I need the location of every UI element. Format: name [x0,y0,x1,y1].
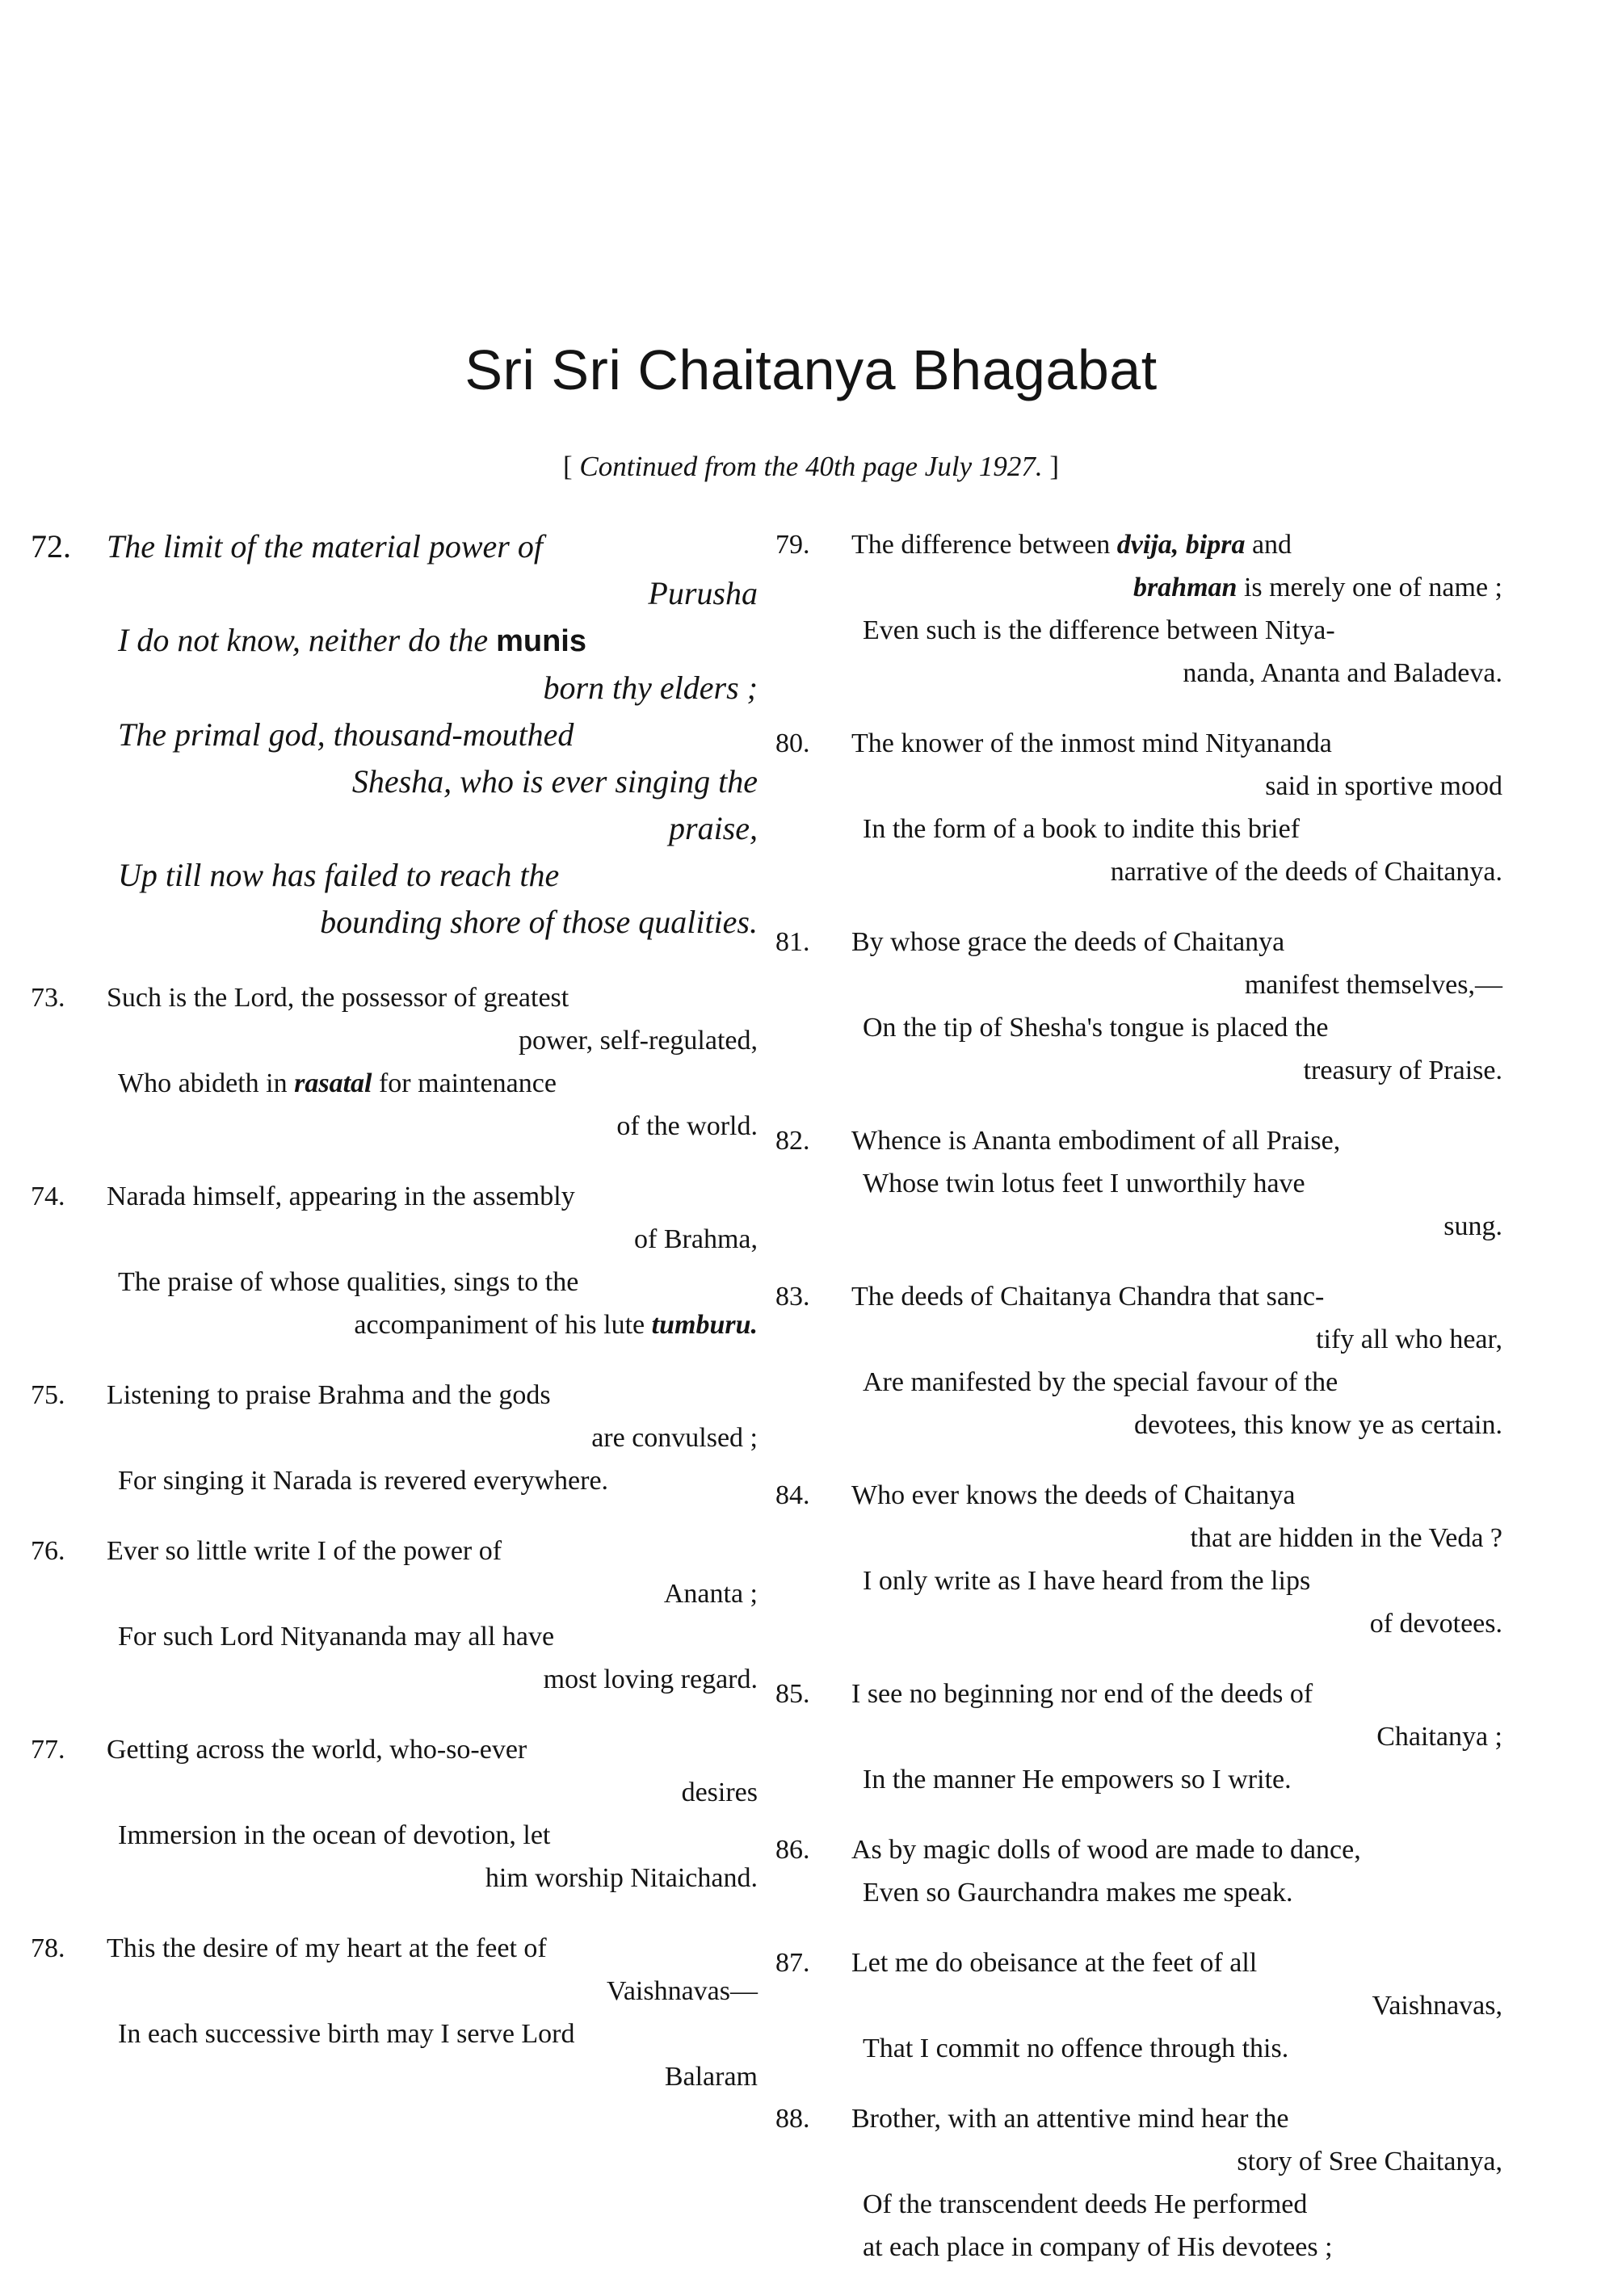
verse-text [107,1374,758,1502]
subtitle-close-bracket: ] [1049,451,1060,482]
verse-line: nanda, Ananta and Baladeva. [1183,658,1502,688]
verse-line [107,1062,758,1105]
verse-line: power, self-regulated, [518,1026,758,1056]
verse-line: bounding shore of those qualities. [320,904,758,940]
verse-line: For such Lord Nityananda may all have [118,1622,555,1652]
verse-87 [775,1941,1502,2070]
verse-line: Narada himself, appearing in the assembly [107,1182,575,1211]
subtitle-open-bracket: [ [562,451,573,482]
verse-line: are convulsed ; [591,1423,758,1453]
subtitle-continuation-note: Continued from the 40th page July 1927. [579,451,1043,482]
verse-number: 87. [775,1948,810,1978]
verse-line: As by magic dolls of wood are made to dance, [851,1835,1361,1865]
verse-line: I see no beginning nor end of the deeds of [851,1679,1313,1709]
verse-number: 80. [775,728,810,758]
verse-number: 83. [775,1282,810,1312]
verse-line: I only write as I have heard from the lips [863,1566,1311,1596]
verse-line: For singing it Narada is revered everywhere. [118,1466,609,1496]
verse-line: The primal god, thousand-mouthed [118,716,574,753]
verse-77 [31,1728,758,1899]
page-title: Sri Sri Chaitanya Bhagabat [464,338,1158,401]
verse-number: 78. [31,1933,65,1963]
verse-line-part: dvija, [1116,530,1179,560]
verse-number: 88. [775,2104,810,2134]
verse-line: of the world. [616,1111,758,1141]
verse-line: Vaishnavas— [607,1976,758,2006]
page-subtitle [0,451,1622,483]
verse-line: praise, [669,810,758,846]
verse-line-part: tumburu. [651,1310,758,1340]
verse-text [851,2097,1502,2269]
verse-86 [775,1828,1502,1914]
verse-line: Shesha, who is ever singing the [351,763,758,800]
verse-82 [775,1119,1502,1248]
verse-line: Whence is Ananta embodiment of all Praise, [851,1126,1341,1156]
verse-line: Even so Gaurchandra makes me speak. [863,1878,1293,1908]
verse-83 [775,1275,1502,1446]
verse-line: Of the transcendent deeds He performed [863,2189,1308,2219]
verse-number: 82. [775,1126,810,1156]
verse-line-part: rasatal [294,1068,372,1098]
verse-line: of devotees. [1369,1609,1502,1639]
verse-line: That I commit no offence through this. [863,2034,1289,2063]
verse-line-part: brahman [1132,573,1238,602]
verse-text [851,1941,1502,2070]
verse-line: On the tip of Shesha's tongue is placed the [863,1013,1329,1043]
verse-73 [31,976,758,1148]
verse-78 [31,1927,758,2098]
verse-line-part: for maintenance [378,1068,557,1098]
verse-text [851,1474,1502,1645]
verse-line-part: The difference between [851,530,1111,560]
verse-line: Ananta ; [663,1579,758,1609]
verse-number: 72. [31,528,71,565]
verse-line [107,617,758,665]
verse-text [851,523,1502,695]
verse-line: treasury of Praise. [1303,1056,1502,1085]
verse-line: Chaitanya ; [1376,1722,1502,1752]
verse-line: narrative of the deeds of Chaitanya. [1110,857,1502,887]
verse-line-part: munis [496,624,586,658]
verse-text [851,1828,1502,1914]
verse-line: Balaram [664,2062,758,2092]
verse-line: said in sportive mood [1265,771,1502,801]
verse-line-part: bipra [1185,530,1246,560]
verse-line [107,1303,758,1346]
verse-text [107,1175,758,1346]
verse-line-part: I do not know, neither do the [118,622,489,658]
verse-text [851,921,1502,1092]
verse-text [851,722,1502,893]
verse-74 [31,1175,758,1346]
verse-text [107,976,758,1148]
verse-line: that are hidden in the Veda ? [1190,1523,1502,1553]
verse-line: him worship Nitaichand. [485,1863,758,1893]
verse-line-part: and [1251,530,1292,560]
verse-line: manifest themselves,— [1244,970,1502,1000]
verse-line: By whose grace the deeds of Chaitanya [851,927,1285,957]
verse-number: 85. [775,1679,810,1709]
verse-line: Vaishnavas, [1372,1991,1502,2021]
verse-line-part: is merely one of name ; [1243,573,1502,602]
verse-line: The praise of whose qualities, sings to the [118,1267,579,1297]
verse-line: Brother, with an attentive mind hear the [851,2104,1289,2134]
verse-text [851,1119,1502,1248]
verse-line: tify all who hear, [1316,1324,1502,1354]
verse-number: 73. [31,983,65,1013]
verse-line: The deeds of Chaitanya Chandra that sanc- [851,1282,1325,1312]
verse-72 [31,523,758,946]
verse-line: at each place in company of His devotees ; [863,2232,1333,2262]
verse-line: devotees, this know ye as certain. [1133,1410,1502,1440]
verse-line: sung. [1443,1211,1502,1241]
verse-line: In the manner He empowers so I write. [863,1765,1292,1794]
verse-number: 75. [31,1380,65,1410]
verse-text [107,523,758,946]
verse-line: Such is the Lord, the possessor of greatest [107,983,569,1013]
verse-text [107,1530,758,1701]
verse-line: Purusha [648,575,758,611]
verse-number: 77. [31,1735,65,1765]
verse-number: 76. [31,1536,65,1566]
verse-85 [775,1673,1502,1801]
verse-line: In each successive birth may I serve Lord [118,2019,575,2049]
verse-line: This the desire of my heart at the feet of [107,1933,547,1963]
verse-line: Up till now has failed to reach the [118,857,560,893]
verse-number: 86. [775,1835,810,1865]
verse-line: Whose twin lotus feet I unworthily have [863,1169,1305,1198]
verse-76 [31,1530,758,1701]
verse-line: Who ever knows the deeds of Chaitanya [851,1480,1296,1510]
verse-75 [31,1374,758,1502]
verse-line: Are manifested by the special favour of the [863,1367,1338,1397]
verse-line-part: Who abideth in [118,1068,288,1098]
verse-line: Getting across the world, who-so-ever [107,1735,527,1765]
verse-line: In the form of a book to indite this brief [863,814,1301,844]
verse-line: Immersion in the ocean of devotion, let [118,1820,551,1850]
verse-text [107,1927,758,2098]
verse-line: Let me do obeisance at the feet of all [851,1948,1258,1978]
verse-text [107,1728,758,1899]
verse-88 [775,2097,1502,2269]
verse-80 [775,722,1502,893]
verse-line: Ever so little write I of the power of [107,1536,502,1566]
verse-number: 74. [31,1182,65,1211]
verse-text [851,1673,1502,1801]
verse-line: Listening to praise Brahma and the gods [107,1380,551,1410]
left-column [31,523,758,2126]
right-column [775,523,1502,2296]
verse-number: 84. [775,1480,810,1510]
verse-81 [775,921,1502,1092]
verse-number: 81. [775,927,810,957]
verse-number: 79. [775,530,810,560]
verse-line [851,566,1502,609]
verse-84 [775,1474,1502,1645]
verse-79 [775,523,1502,695]
verse-line: Even such is the difference between Nitya- [863,615,1335,645]
verse-line-part: accompaniment of his lute [354,1310,645,1340]
verse-line: story of Sree Chaitanya, [1237,2147,1502,2176]
verse-line: most loving regard. [543,1664,758,1694]
verse-line: The knower of the inmost mind Nityananda [851,728,1332,758]
verse-line: desires [681,1778,758,1807]
verse-line: of Brahma, [634,1224,758,1254]
verse-line: The limit of the material power of [107,528,543,565]
verse-line: born thy elders ; [543,669,758,706]
verse-text [851,1275,1502,1446]
verse-line [851,523,1502,566]
